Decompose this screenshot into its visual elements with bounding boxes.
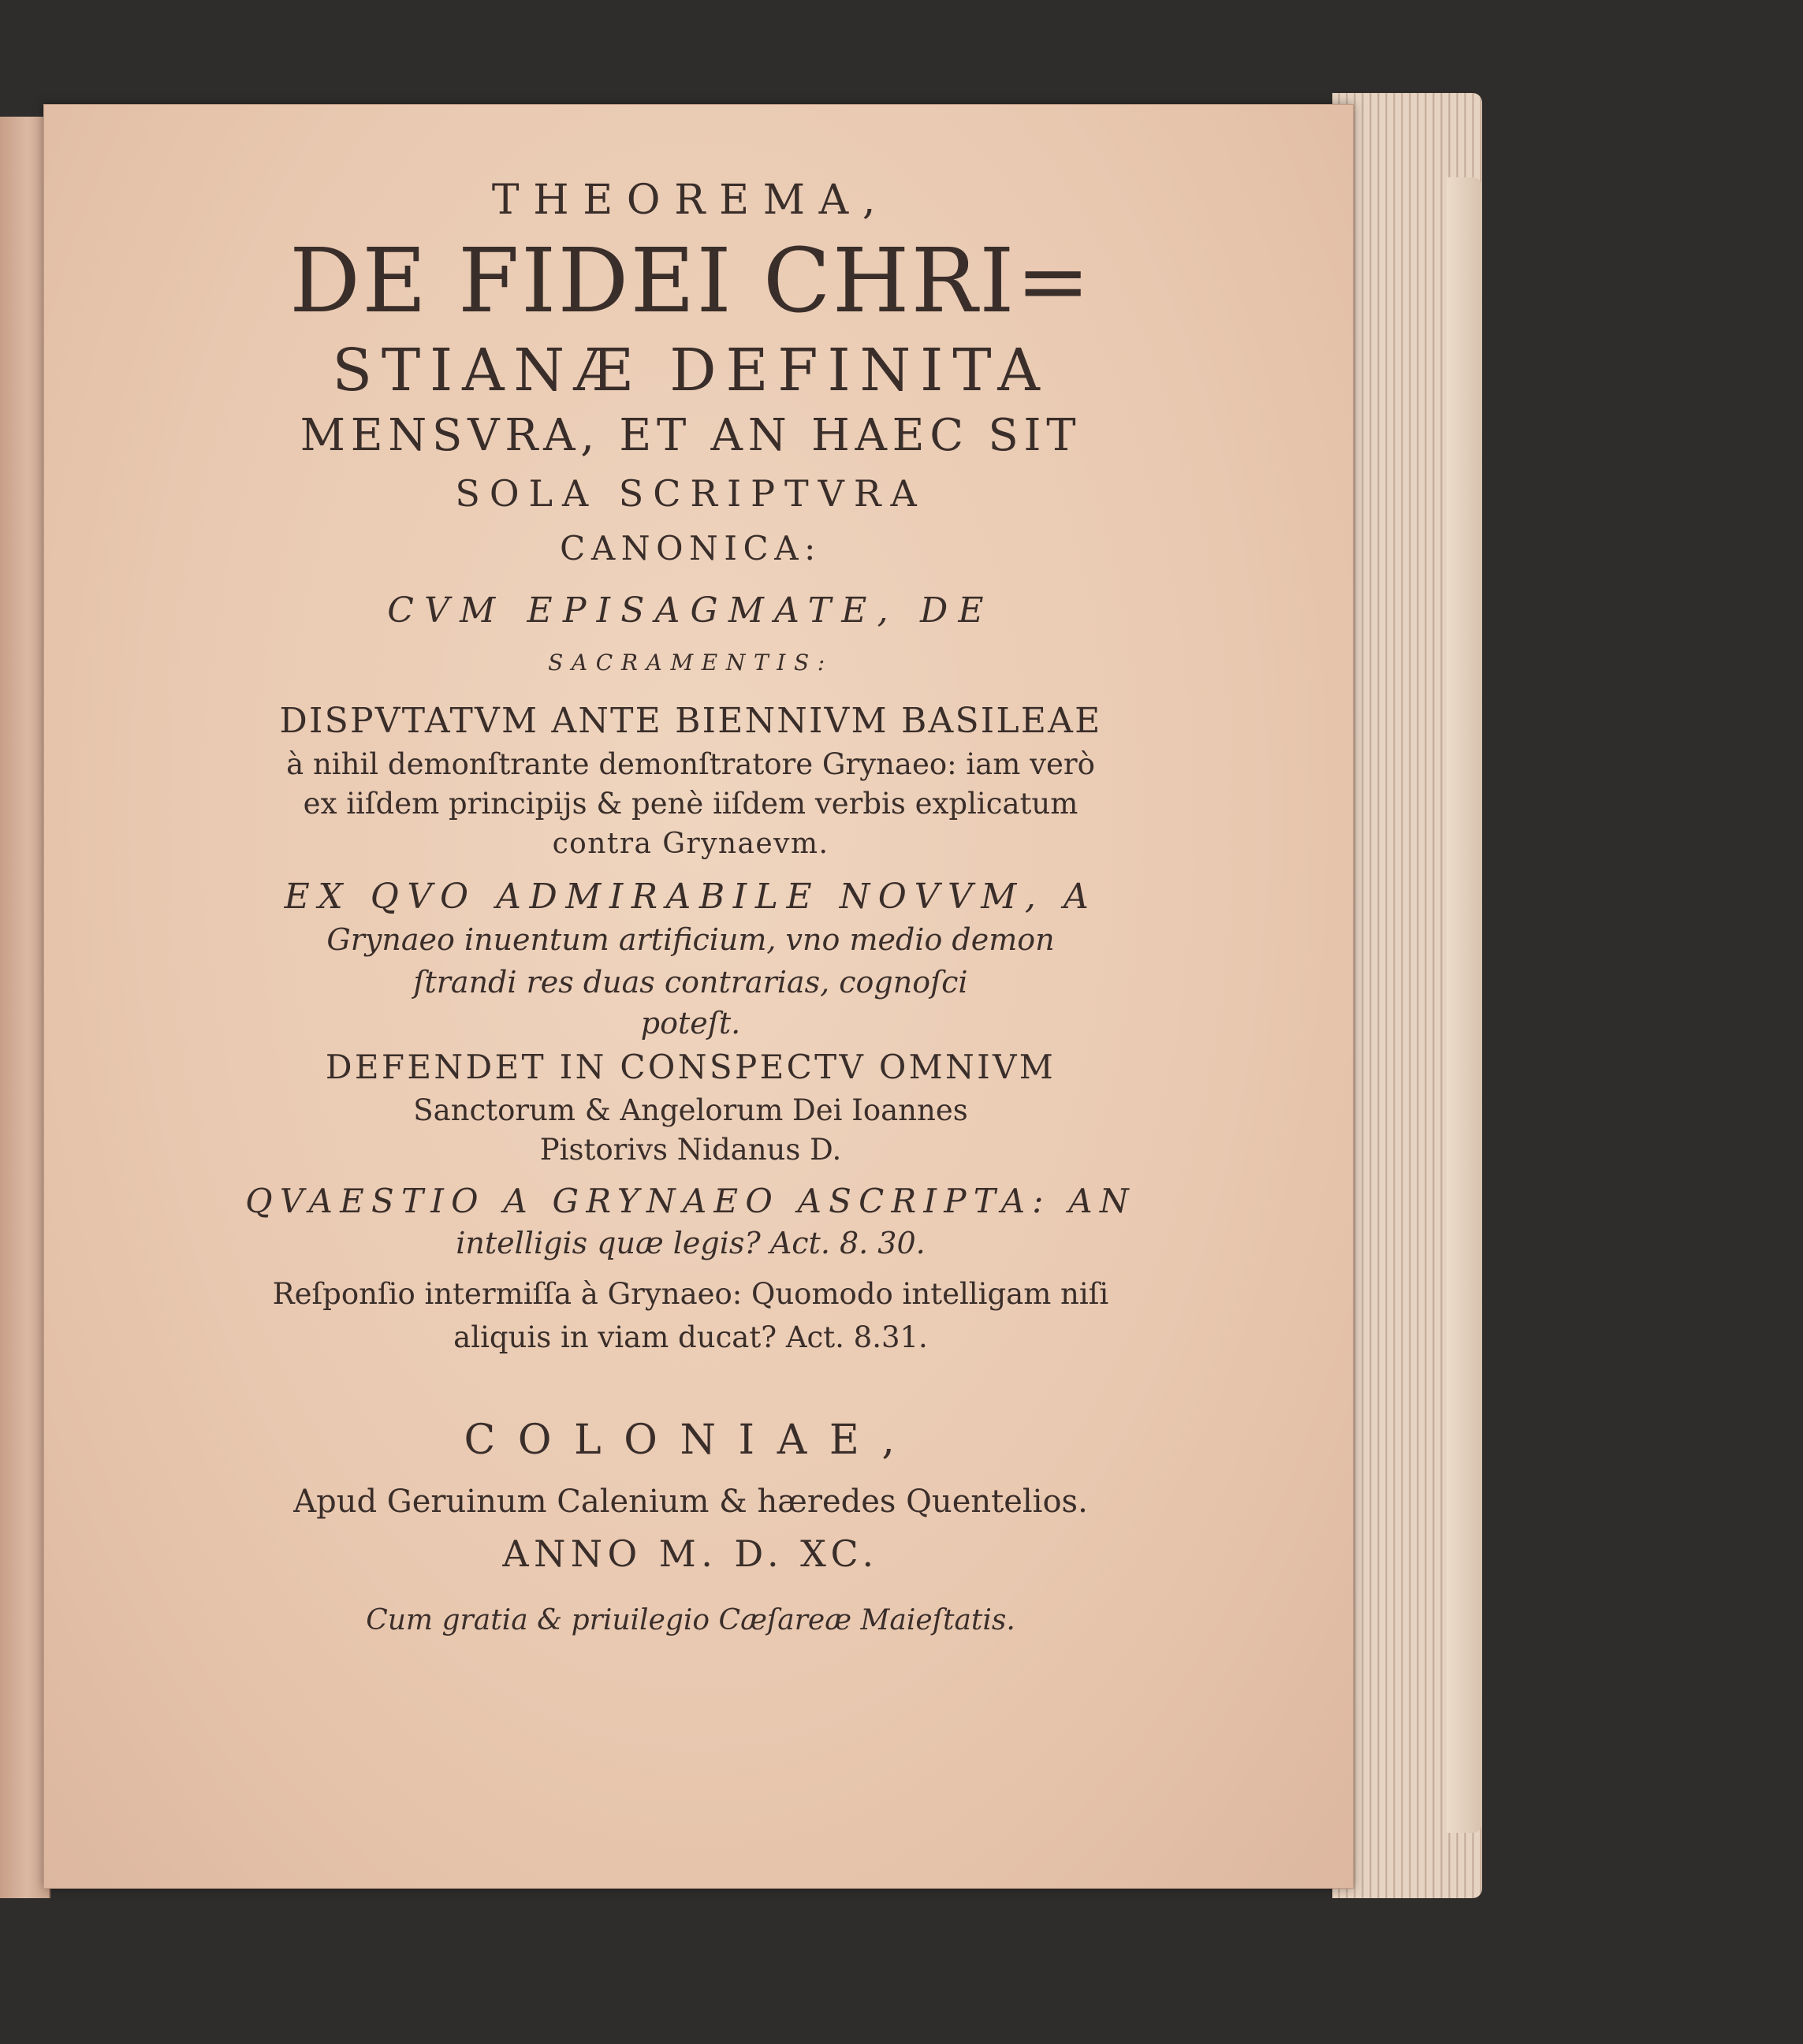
title-line-5: SOLA SCRIPTVRA (455, 472, 926, 515)
title-line-8: SACRAMENTIS: (548, 650, 833, 676)
title-page (43, 104, 1354, 1889)
title-line-19: Pistorivs Nidanus D. (539, 1133, 842, 1167)
title-line-18: Sanctorum & Angelorum Dei Ioannes (413, 1093, 968, 1127)
title-line-4: MENSVRA, ET AN HAEC SIT (300, 410, 1082, 461)
title-line-15: ſtrandi res duas contrarias, cognoſci (413, 965, 968, 1000)
imprint-privilege: Cum gratia & priuilegio Cæſareæ Maieſtatis. (366, 1604, 1015, 1636)
title-line-22: Reſponſio intermiſſa à Grynaeo: Quomodo intelligam niſi (272, 1277, 1109, 1311)
imprint-city: COLONIAE, (464, 1417, 918, 1464)
title-line-2: DE FIDEI CHRI= (289, 230, 1092, 333)
title-line-17: DEFENDET IN CONSPECTV OMNIVM (325, 1048, 1056, 1086)
imprint-publisher: Apud Geruinum Calenium & hæredes Quentelios. (293, 1484, 1088, 1520)
page-stack-tip (1447, 177, 1481, 1833)
title-line-7: CVM EPISAGMATE, DE (387, 590, 994, 631)
title-line-1: THEOREMA, (491, 177, 890, 224)
title-line-3: STIANÆ DEFINITA (332, 337, 1049, 404)
imprint-year: ANNO M. D. XC. (502, 1532, 879, 1575)
title-line-14: Grynaeo inuentum artificium, vno medio demon (326, 922, 1055, 957)
title-line-13: EX QVO ADMIRABILE NOVVM, A (284, 877, 1097, 917)
title-line-9: DISPVTATVM ANTE BIENNIVM BASILEAE (279, 701, 1102, 741)
title-line-10: à nihil demonſtrante demonſtratore Grynaeo: iam verò (286, 747, 1095, 781)
title-line-11: ex iiſdem principijs & penè iiſdem verbis explicatum (303, 787, 1078, 821)
title-line-6: CANONICA: (560, 529, 821, 568)
title-line-20: QVAESTIO A GRYNAEO ASCRIPTA: AN (245, 1182, 1136, 1220)
title-line-23: aliquis in viam ducat? Act. 8.31. (453, 1320, 928, 1354)
title-line-12: contra Grynaevm. (552, 828, 829, 860)
title-page-text (44, 105, 1353, 1888)
title-line-16: poteſt. (640, 1006, 741, 1041)
title-line-21: intelligis quæ legis? Act. 8. 30. (456, 1226, 926, 1260)
